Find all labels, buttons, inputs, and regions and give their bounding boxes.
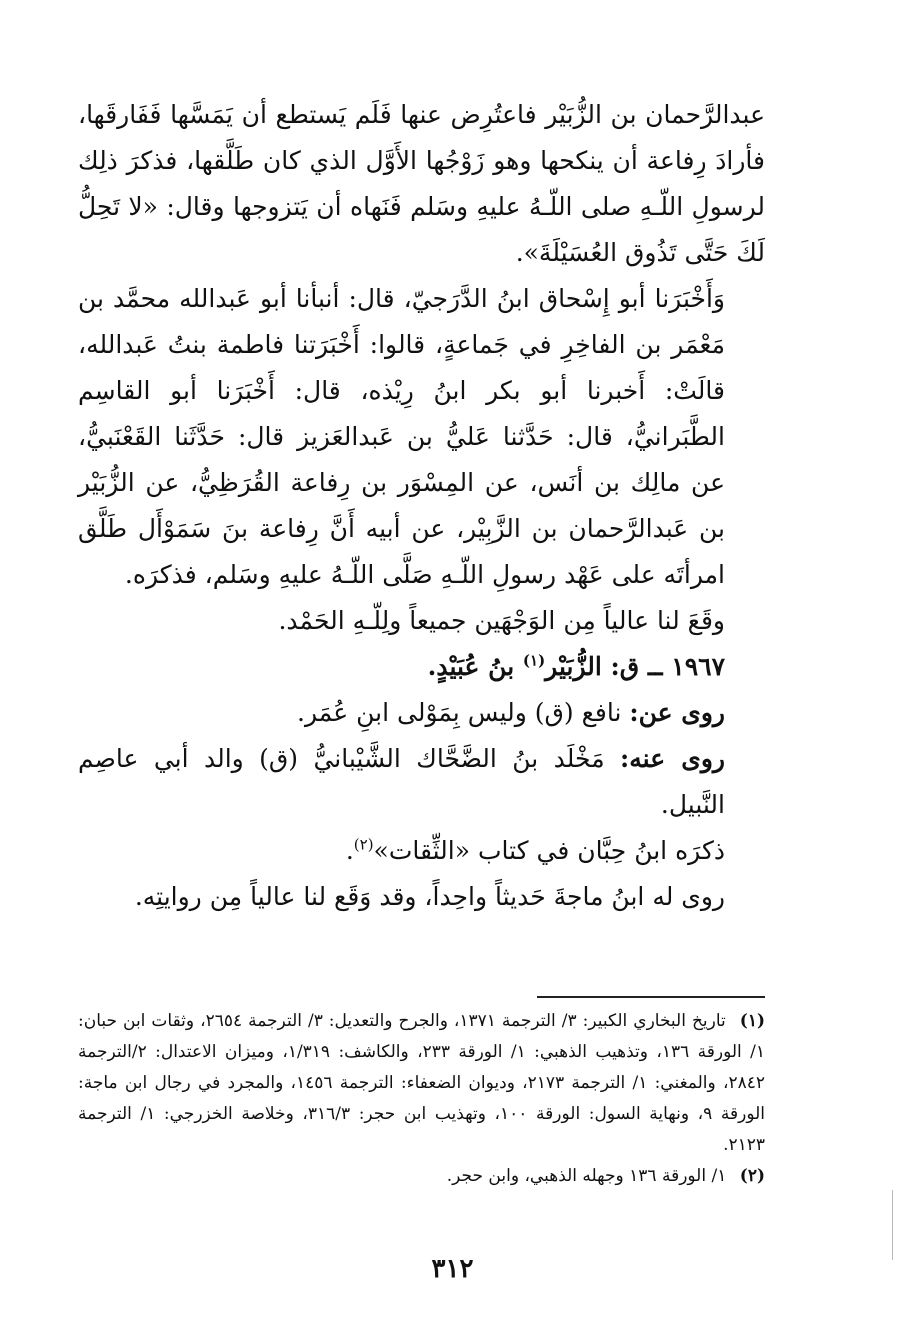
footnote-2-number: (٢) [739,1166,765,1186]
narrated-by-label: روى عنه: [620,744,725,773]
footnote-2-text: ١/ الورقة ١٣٦ وجهله الذهبي، وابن حجر. [446,1166,727,1186]
entry-name-rest: بنُ عُبَيْدٍ. [427,652,515,681]
paragraph-hadith-end: عبدالرَّحمان بن الزُّبَيْر فاعتُرِض عنها فَلَم يَستطع أن يَمَسَّها فَفَارقَها، فأرادَ رِفاعة أن ينكحها وهو زَوْجُها الأَوَّل الذي كان طَلَّقها، فذكرَ ذلِك لرسولِ اللّـهِ صلى اللّـهُ عليهِ وسَلم فَنَهاه أن يَتزوجها وقال: «لا تَحِلُّ لَكَ حَتَّى تَذُوق العُسَيْلَةَ». [78,100,765,267]
final-line: روى له ابنُ ماجةَ حَديثاً واحِداً، وقد وَقَع لنا عالياً مِن روايتِه. [134,882,725,911]
paragraph-isnad: وَأَخْبَرَنا أبو إِسْحاق ابنُ الدَّرَجيّ، قال: أنبأنا أبو عَبدالله محمَّد بن مَعْمَر بن الفاخِرِ في جَماعةٍ، قالوا: أَخْبَرَتنا فاطمة بنتُ عَبدالله، قالَتْ: أَخبرنا أبو بكر ابنُ رِيْذه، قال: أَخْبَرَنا أبو القاسِم الطَّبَرانيُّ، قال: حَدَّثنا عَليُّ بن عَبدالعَزيز قال: حَدَّثَنا القَعْنَبيُّ، عن مالِك بن أنَس، عن المِسْوَر بن رِفاعة القُرَظِيُّ، عن الزُّبَيْر بن عَبدالرَّحمان بن الزَّبِيْر، عن أبيه أَنَّ رِفاعة بنَ سَمَوْأَل طَلَّق امرأتَه على عَهْد رسولِ اللّـهِ صَلَّى اللّـهُ عليهِ وسَلم، فذكرَه. [78,284,725,589]
narrated-by-line [78,736,765,828]
page-number: ٣١٢ [431,1254,474,1284]
mention-end: . [345,836,354,865]
entry-name: الزُّبَيْر [545,652,602,681]
main-text [78,92,765,920]
narrated-from-text: نافع (ق) وليس بِمَوْلى ابنِ عُمَر. [297,698,622,727]
mention-line [78,828,765,874]
narrated-by-text: مَخْلَد بنُ الضَّحَّاك الشَّيْبانيُّ (ق) والد أبي عاصِم النَّبيل. [78,744,725,819]
footnote-divider [537,996,765,998]
narrated-from-label: روى عن: [629,698,725,727]
entry-code: ق: [610,652,640,681]
entry-footnote-ref: (١) [522,651,546,670]
narrated-from-line [78,690,765,736]
footnote-1-text: تاريخ البخاري الكبير: ٣/ الترجمة ١٣٧١، والجرح والتعديل: ٣/ الترجمة ٢٦٥٤، وثقات ابن حبان: ١/ الورقة ١٣٦، وتذهيب الذهبي: ١/ الورقة ٢٣٣، والكاشف: ١/٣١٩، وميزان الاعتدال: ٢/الترجمة ٢٨٤٢، والمغني: ١/ الترجمة ٢١٧٣، وديوان الضعفاء: الترجمة ١٤٥٦، والمجرد في رجال ابن ماجة: الورقة ٩، ونهاية السول: الورقة ١٠٠، وتهذيب ابن حجر: ٣١٦/٣، وخلاصة الخزرجي: ١/ الترجمة ٢١٢٣. [78,1011,766,1155]
paragraph-high-chain: وقَعَ لنا عالياً مِن الوَجْهَين جميعاً ولِلّـهِ الحَمْد. [278,606,725,635]
entry-heading [78,644,765,690]
mention-footnote-ref: (٢) [353,835,374,854]
footnotes [78,1006,765,1192]
entry-number: ١٩٦٧ [671,652,725,681]
scan-edge-mark [892,1190,893,1260]
entry-dash: ــ [647,652,663,681]
footnote-1-number: (١) [739,1011,765,1031]
mention-text: ذكرَه ابنُ حِبَّان في كتاب «الثِّقات» [373,836,725,865]
footnote-2 [78,1161,765,1192]
footnote-1 [78,1006,765,1161]
